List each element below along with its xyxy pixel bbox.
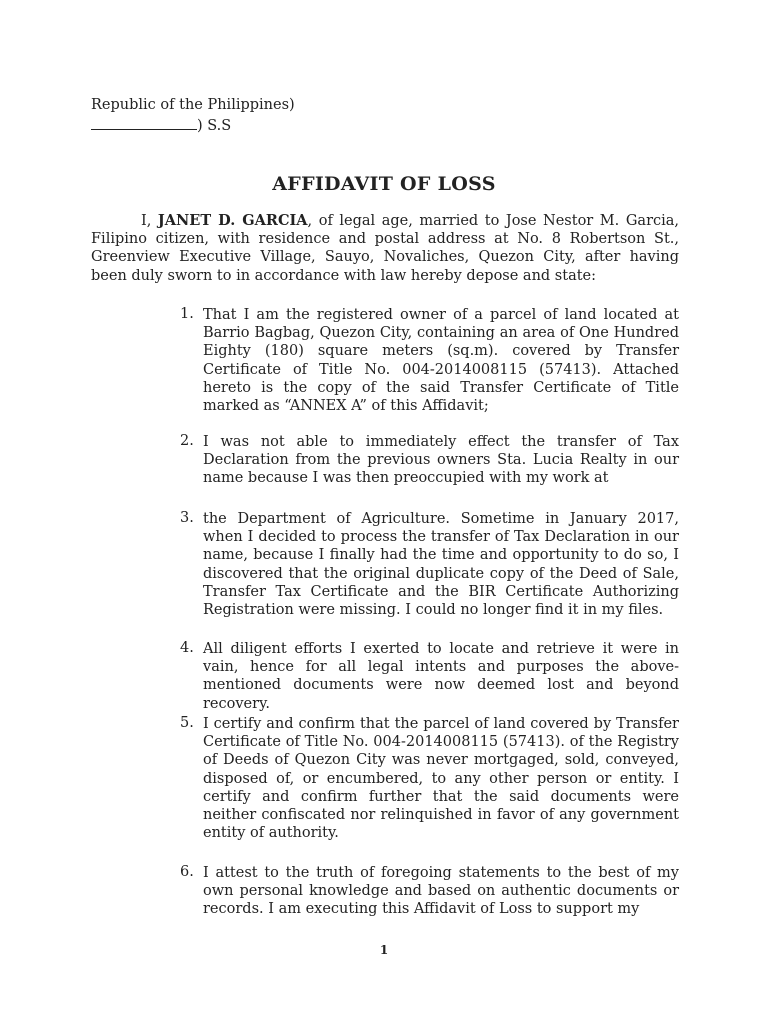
item-text: All diligent efforts I exerted to locate and retrieve it were in vain, hence for all legal intents and purposes the above-mentioned documents were now deemed lost and beyond recovery. bbox=[203, 641, 679, 712]
numbered-item bbox=[180, 640, 679, 713]
page-number: 1 bbox=[379, 943, 389, 957]
item-number: 3. bbox=[180, 510, 194, 526]
numbered-item bbox=[180, 433, 679, 488]
numbered-item bbox=[180, 864, 679, 919]
item-text: I was not able to immediately effect the transfer of Tax Declaration from the previous owners Sta. Lucia Realty in our name because I was then preoccupied with my work at bbox=[203, 434, 679, 487]
item-text: I attest to the truth of foregoing statements to the best of my own personal knowledge and based on authentic documents or records. I am executing this Affidavit of Loss to support my bbox=[203, 865, 679, 918]
numbered-item bbox=[180, 715, 679, 842]
item-number: 4. bbox=[180, 640, 194, 656]
item-number: 6. bbox=[180, 864, 194, 880]
venue-republic: Republic of the Philippines) bbox=[91, 97, 295, 113]
item-number: 5. bbox=[180, 715, 194, 731]
item-number: 2. bbox=[180, 433, 194, 449]
item-number: 1. bbox=[180, 306, 194, 322]
venue-block bbox=[91, 95, 295, 137]
numbered-item bbox=[180, 510, 679, 619]
item-text: the Department of Agriculture. Sometime in January 2017, when I decided to process the transfer of Tax Declaration in our name, because I finally had the time and opportunity to do so, I discovered that the original duplicate copy of the Deed of Sale, Transfer Tax Certificate and the BIR Certificate Authorizing Registration were missing. I could no longer find it in my files. bbox=[203, 511, 679, 619]
intro-rest: , of legal age, married to Jose Nestor M. Garcia, Filipino citizen, with residence and postal address at No. 8 Robertson St., Greenview Executive Village, Sauyo, Novaliches, Quezon City, after having been duly sworn to in accordance with law hereby depose and state: bbox=[91, 213, 680, 284]
venue-ss: ) S.S bbox=[197, 118, 232, 134]
affiant-name: JANET D. GARCIA bbox=[157, 212, 308, 229]
item-text: I certify and confirm that the parcel of land covered by Transfer Certificate of Title No. 004-2014008115 (57413). of the Registry of Deeds of Quezon City was never mortgaged, sold, conveyed, disposed of, or encumbered, to any other person or entity. I certify and confirm further that the said documents were neither confiscated nor relinquished in favor of any government entity of authority. bbox=[203, 716, 679, 842]
intro-lead: I, bbox=[141, 213, 158, 229]
venue-city-line bbox=[91, 116, 295, 137]
document-title: AFFIDAVIT OF LOSS bbox=[272, 173, 496, 195]
item-text: That I am the registered owner of a parcel of land located at Barrio Bagbag, Quezon City, containing an area of One Hundred Eighty (180) square meters (sq.m). covered by Transfer Certificate of Title No. 004-2014008115 (57413). Attached hereto is the copy of the said Transfer Certificate of Title marked as “ANNEX A” of this Affidavit; bbox=[203, 307, 679, 415]
intro-paragraph bbox=[91, 212, 679, 285]
venue-blank-line bbox=[91, 116, 197, 130]
numbered-item bbox=[180, 306, 679, 415]
